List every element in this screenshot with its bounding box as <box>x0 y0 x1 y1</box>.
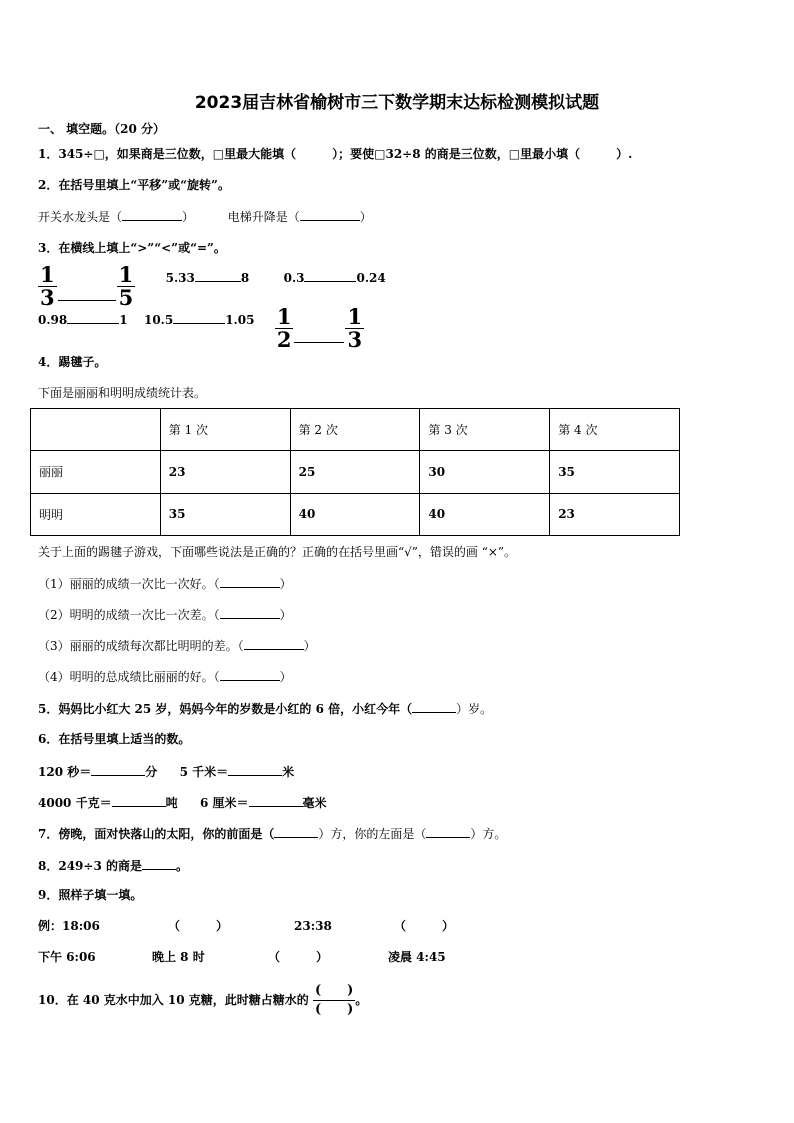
question-8: 8．249÷3 的商是 。 <box>38 859 188 873</box>
q4-answer-blank[interactable] <box>244 637 304 650</box>
q6-blank[interactable] <box>228 763 282 776</box>
fraction-one-third: $\frac{1}{3}$ <box>40 262 55 310</box>
q7-blank[interactable] <box>274 825 318 838</box>
q2-b-blank[interactable] <box>300 208 360 221</box>
table-cell: 35 <box>550 451 680 493</box>
question-6: 6．在括号里填上适当的数。 <box>38 732 191 746</box>
q3-row1-compare-1 <box>38 264 135 309</box>
table-cell: 35 <box>160 493 290 535</box>
question-2-answers <box>38 208 372 225</box>
q4-item-3: （3）丽丽的成绩每次都比明明的差。（ ） <box>38 639 316 653</box>
q10-answer-fraction[interactable]: ( ) ( ) <box>315 983 354 1017</box>
fraction-one-third: $\frac{1}{3}$ <box>347 304 363 352</box>
question-1: 1．345÷□，如果商是三位数，□里最大能填（ ）；要使□32÷8 的商是三位数，□里最小填（ ）. <box>38 147 633 161</box>
question-3: 3．在横线上填上“>”“<”或“=”。 <box>38 241 226 255</box>
exam-page: 2023届吉林省榆树市三下数学期末达标检测模拟试题 一、 填空题。（20 分） 1．345÷□，如果商是三位数，□里最大能填（ ）；要使□32÷8 的商是三位数，□里最小填（ ）. 2．在括号里填上“平移”或“旋转”。 开关水龙头是（ ） 电梯升降是（ ） 3．在横线上填上“>”“<”或“=”。 $\frac{1}{3}$ $\frac{1}{5}$ 5.33 8 0.3 0.24 0.98 1 10.5 1.05 $\frac{1}{2}$ $\frac{1}{3}$ 4．踢毽子。 下面是丽丽和明明成绩统计表。 第 1 次 第 2 次 第 3 次 第 4 次 丽丽 23 25 30 35 明明 35 40 40 23 关于上面的踢毽子游戏，下面哪些说法是正确的？正确的在括号里画“√”，错误的画 “×”。 （1）丽丽的成绩一次比一次好。（ ） （2）明明的成绩一次比一次差。（ ） （3）丽丽的成绩每次都比明明的差。（ ） （4）明明的总成绩比丽丽的好。（ ） 5．妈妈比小红大 25 岁，妈妈今年的岁数是小红的 6 倍，小红今年（ ）岁。 6．在括号里填上适当的数。 120 秒＝ 分 5 千米＝ 米 4000 千克＝ 吨 6 厘米＝ 毫米 7．傍晚，面对快落山的太阳，你的前面是（ ）方，你的左面是（ ）方。 8．249÷3 的商是 。 9．照样子填一填。 例：18:06 （ ） 23:38 （ ） 下午 6:06 晚上 8 时 （ ） 凌晨 4:45 10．在 40 克水中加入 10 克糖，此时糖占糖水的 ( ) ( ) 。 <box>0 0 794 1123</box>
table-header-cell: 第 2 次 <box>290 409 420 451</box>
table-row <box>31 493 680 535</box>
table-cell: 丽丽 <box>31 451 161 493</box>
q7-blank[interactable] <box>426 825 470 838</box>
q6-blank[interactable] <box>249 794 303 807</box>
q3-value: 0.24 <box>356 271 386 285</box>
q3-blank[interactable] <box>58 288 116 301</box>
q6-blank[interactable] <box>91 763 145 776</box>
q4-answer-blank[interactable] <box>220 668 280 681</box>
question-2: 2．在括号里填上“平移”或“旋转”。 <box>38 178 230 192</box>
question-9: 9．照样子填一填。 <box>38 888 143 902</box>
q8-blank[interactable] <box>142 857 176 870</box>
q9-answer-paren[interactable]: （ ） <box>168 919 229 933</box>
table-cell: 40 <box>290 493 420 535</box>
table-header-cell: 第 1 次 <box>160 409 290 451</box>
fraction-one-fifth: $\frac{1}{5}$ <box>118 262 134 310</box>
q2-a-close: ） <box>182 210 195 224</box>
score-table <box>30 408 680 536</box>
q4-prompt: 关于上面的踢毽子游戏，下面哪些说法是正确的？正确的在括号里画“√”，错误的画 “×”。 <box>38 545 517 559</box>
question-7: 7．傍晚，面对快落山的太阳，你的前面是（ ）方，你的左面是（ ）方。 <box>38 827 507 841</box>
q3-value: 0.3 <box>283 271 305 285</box>
q3-row2-compare-3 <box>275 306 364 351</box>
table-cell: 40 <box>420 493 550 535</box>
q9-answer-paren[interactable]: （ ） <box>394 919 455 933</box>
table-cell: 25 <box>290 451 420 493</box>
table-cell: 30 <box>420 451 550 493</box>
table-cell: 23 <box>550 493 680 535</box>
table-cell: 明明 <box>31 493 161 535</box>
q4-answer-blank[interactable] <box>220 575 280 588</box>
page-title: 2023届吉林省榆树市三下数学期末达标检测模拟试题 <box>194 93 600 113</box>
q3-row-1 <box>38 264 386 309</box>
table-row <box>31 451 680 493</box>
question-5: 5．妈妈比小红大 25 岁，妈妈今年的岁数是小红的 6 倍，小红今年（ ）岁。 <box>38 702 493 716</box>
q6-row-1: 120 秒＝ 分 5 千米＝ 米 <box>38 765 295 779</box>
q3-value: 10.5 <box>143 313 174 327</box>
q2-a-blank[interactable] <box>122 208 182 221</box>
q3-value: 0.98 <box>38 313 68 327</box>
q3-value: 5.33 <box>165 271 195 285</box>
q4-item-2: （2）明明的成绩一次比一次差。（ ） <box>38 608 292 622</box>
q9-answer-paren[interactable]: （ ） <box>268 950 329 964</box>
q2-b-close: ） <box>359 210 372 224</box>
question-4: 4．踢毽子。 <box>38 355 107 369</box>
q3-blank[interactable] <box>294 330 344 343</box>
q3-blank[interactable] <box>304 269 356 282</box>
table-header-cell <box>31 409 161 451</box>
q3-blank[interactable] <box>67 311 119 324</box>
question-10: 10．在 40 克水中加入 10 克糖，此时糖占糖水的 ( ) ( ) 。 <box>38 983 368 1017</box>
q3-value: 1.05 <box>225 313 255 327</box>
q4-intro: 下面是丽丽和明明成绩统计表。 <box>38 386 207 400</box>
table-header-cell: 第 3 次 <box>420 409 550 451</box>
q3-value: 8 <box>240 271 250 285</box>
q3-blank[interactable] <box>173 311 225 324</box>
q4-item-1: （1）丽丽的成绩一次比一次好。（ ） <box>38 577 292 591</box>
q6-blank[interactable] <box>112 794 166 807</box>
q4-answer-blank[interactable] <box>220 606 280 619</box>
q2-a-label: 开关水龙头是（ <box>38 210 123 224</box>
q5-answer-blank[interactable] <box>412 700 456 713</box>
q3-value: 1 <box>119 313 128 327</box>
table-header-row <box>31 409 680 451</box>
q2-b-label: 电梯升降是（ <box>227 210 300 224</box>
section-heading: 一、 填空题。（20 分） <box>38 122 166 136</box>
q6-row-2: 4000 千克＝ 吨 6 厘米＝ 毫米 <box>38 796 327 810</box>
q3-row-2 <box>38 306 364 351</box>
q3-blank[interactable] <box>195 269 241 282</box>
q4-item-4: （4）明明的总成绩比丽丽的好。（ ） <box>38 670 292 684</box>
fraction-one-half: $\frac{1}{2}$ <box>276 304 292 352</box>
table-header-cell: 第 4 次 <box>550 409 680 451</box>
table-cell: 23 <box>160 451 290 493</box>
